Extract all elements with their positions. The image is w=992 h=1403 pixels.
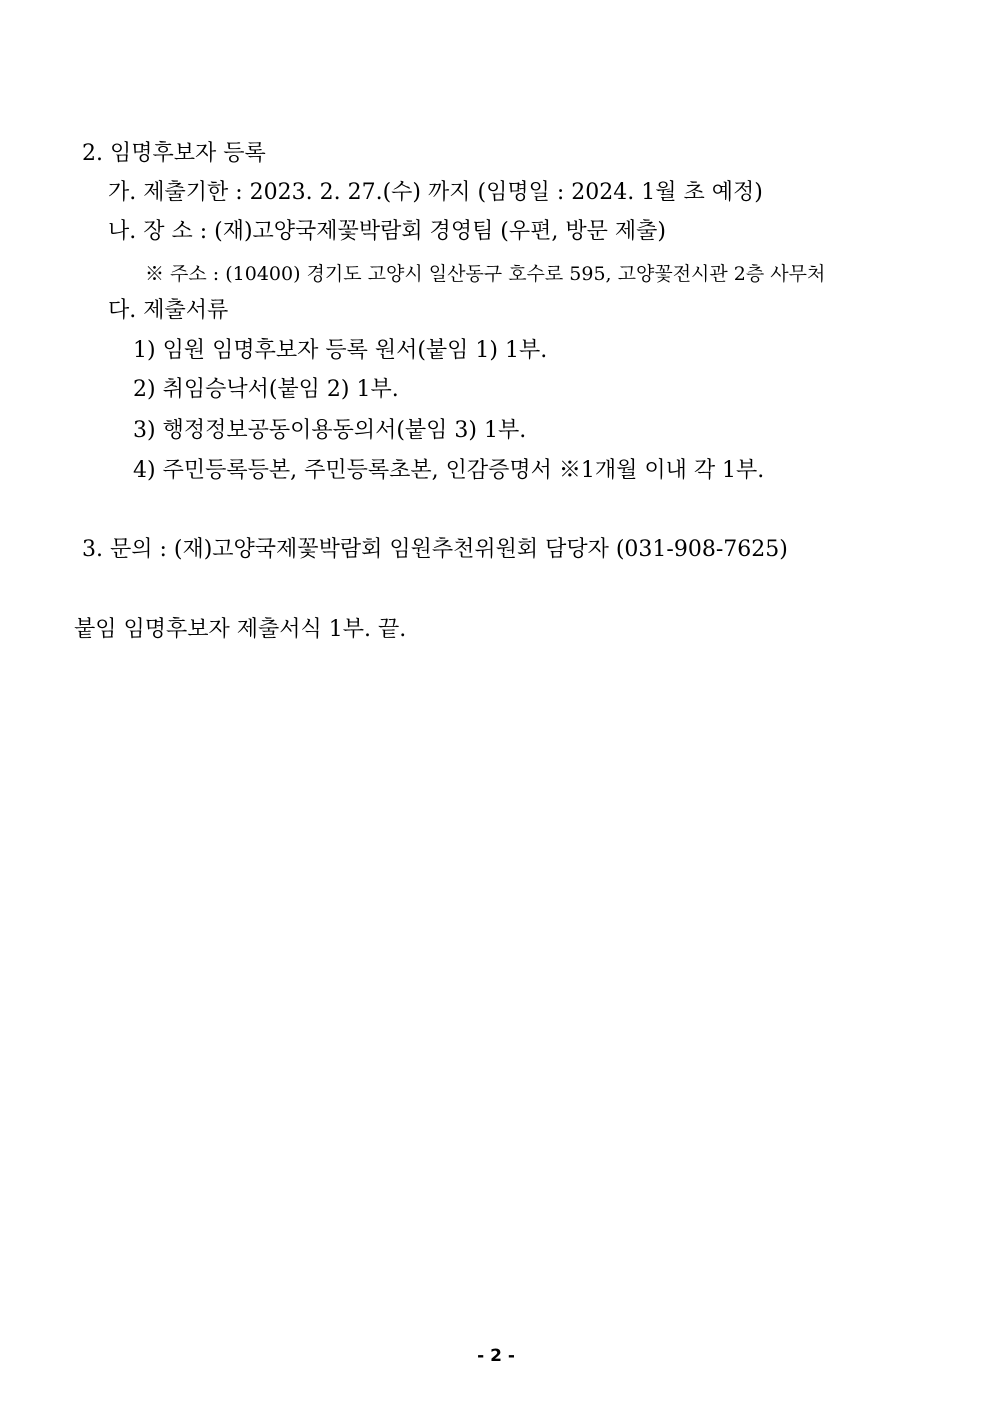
page-number: - 2 - — [477, 1346, 515, 1366]
location-item: 나. 장 소 : (재)고양국제꽃박람회 경영팀 (우편, 방문 제출) — [108, 219, 666, 244]
documents-heading: 다. 제출서류 — [108, 298, 229, 323]
document-item-3: 3) 행정정보공동이용동의서(붙임 3) 1부. — [133, 418, 527, 443]
document-item-4: 4) 주민등록등본, 주민등록초본, 인감증명서 ※1개월 이내 각 1부. — [133, 458, 765, 483]
document-item-1: 1) 임원 임명후보자 등록 원서(붙임 1) 1부. — [133, 338, 548, 363]
attachment-line: 붙임 임명후보자 제출서식 1부. 끝. — [74, 617, 407, 642]
address-note: ※ 주소 : (10400) 경기도 고양시 일산동구 호수로 595, 고양꽃전시관 2층 사무처 — [145, 263, 826, 285]
section2-heading: 2. 임명후보자 등록 — [82, 141, 266, 166]
inquiry-line: 3. 문의 : (재)고양국제꽃박람회 임원추천위원회 담당자 (031-908-7625) — [82, 537, 788, 562]
document-item-2: 2) 취임승낙서(붙임 2) 1부. — [133, 377, 399, 402]
deadline-item: 가. 제출기한 : 2023. 2. 27.(수) 까지 (임명일 : 2024. 1월 초 예정) — [108, 180, 763, 205]
